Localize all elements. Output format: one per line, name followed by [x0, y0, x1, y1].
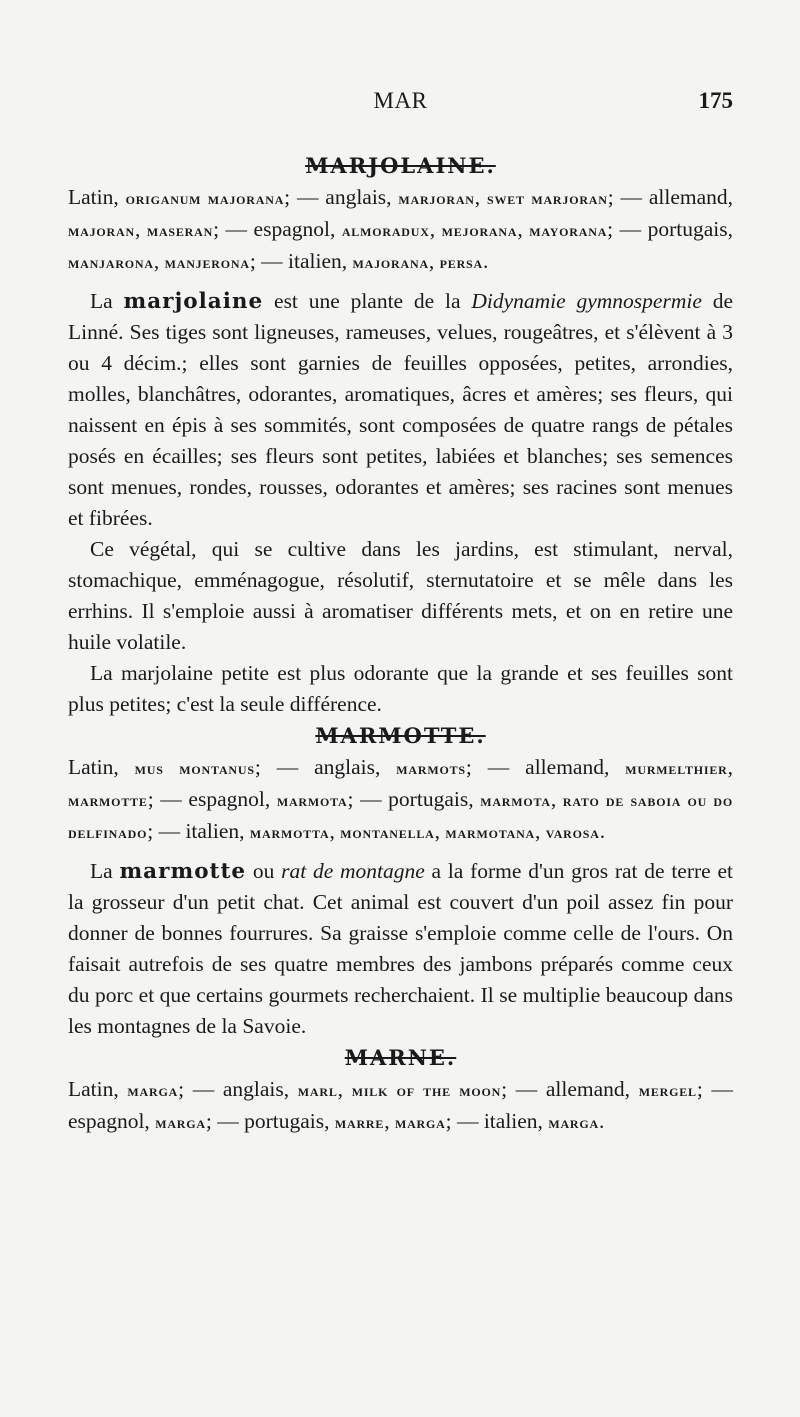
foreign-name: swet marjoran — [486, 189, 608, 208]
text-run: Ce végétal, qui se cultive dans les jardins, est stimulant, nerval, stomachique, emménagogue, résolutif, sternutatoire et se mêle dans les errhins. Il s'emploie aussi à aromatiser différents mets, et on en retire une huile volatile. — [68, 537, 733, 654]
foreign-name: marl — [297, 1081, 338, 1100]
entry-title: MARNE. — [344, 1045, 457, 1070]
text-run: , — [429, 217, 442, 241]
text-run: . — [599, 819, 606, 843]
text-run: ; — espagnol, — [213, 217, 342, 241]
text-run: Latin, — [68, 755, 135, 779]
text-run: ; — portugais, — [347, 787, 481, 811]
foreign-name: marga — [394, 1113, 446, 1132]
foreign-name: marmotta — [249, 823, 330, 842]
foreign-name: persa — [439, 253, 483, 272]
text-run: ou — [246, 859, 282, 883]
text-run: Latin, — [68, 1077, 128, 1101]
text-run: , — [329, 819, 341, 843]
text-run: ; — anglais, — [178, 1077, 298, 1101]
text-run: ; — anglais, — [284, 185, 399, 209]
text-run: ; — espagnol, — [68, 1077, 733, 1133]
text-run: , — [474, 185, 487, 209]
text-run: ; — italien, — [445, 1109, 549, 1133]
text-run: , — [434, 819, 446, 843]
text-run: La marjolaine petite est plus odorante que la grande et ses feuilles sont plus petites; c'est la seule différence. — [68, 661, 733, 716]
foreign-name: manjarona — [68, 253, 154, 272]
foreign-name: maseran — [146, 221, 214, 240]
translations-line — [68, 1074, 733, 1138]
text-run: . — [483, 249, 489, 273]
translations-line — [68, 752, 733, 848]
text-run: a la forme d'un gros rat de terre et la grosseur d'un petit chat. Cet animal est couvert d'un poil assez fin pour donner de bonnes fourrures. Sa graisse s'emploie comme celle de l'ours. On faisait autrefois de ses quatre membres des jambons préparés comme ceux du porc et que certains gourmets recherchaient. Il se multiplie beaucoup dans les montagnes de la Savoie. — [68, 859, 733, 1038]
foreign-name: manjerona — [164, 253, 250, 272]
text-run: , — [384, 1109, 395, 1133]
foreign-name: almoradux — [341, 221, 430, 240]
text-run: La — [90, 289, 124, 313]
foreign-name: mejorana — [441, 221, 518, 240]
entry-title: MARJOLAINE. — [305, 153, 496, 178]
text-run: , — [517, 217, 530, 241]
foreign-name: majoran — [68, 221, 135, 240]
running-head — [68, 88, 733, 118]
text-run: ; — portugais, — [607, 217, 734, 241]
text-run: ; — anglais, — [254, 755, 397, 779]
text-run: , — [337, 1077, 352, 1101]
foreign-name: origanum majorana — [125, 189, 285, 208]
foreign-name: marmota — [276, 791, 348, 810]
translations-line — [68, 182, 733, 278]
foreign-name: mergel — [638, 1081, 697, 1100]
foreign-name: varosa — [545, 823, 600, 842]
text-run: Latin, — [68, 185, 126, 209]
foreign-name: mus montanus — [134, 759, 255, 778]
italic-term: rat de montagne — [281, 859, 425, 883]
foreign-name: marga — [155, 1113, 206, 1132]
foreign-name: marmots — [396, 759, 466, 778]
paragraph — [68, 534, 733, 658]
text-run: , — [134, 217, 147, 241]
text-run: La — [90, 859, 120, 883]
paragraph — [68, 856, 733, 1042]
foreign-name: marre — [334, 1113, 385, 1132]
foreign-name: murmelthier — [625, 759, 728, 778]
text-run: ; — espagnol, — [147, 787, 277, 811]
headword-inline: marmotte — [119, 859, 247, 884]
paragraph — [68, 286, 733, 534]
text-run: ; — italien, — [147, 819, 250, 843]
text-run: , — [727, 755, 733, 779]
text-run: ; — allemand, — [607, 185, 734, 209]
foreign-name: marmota — [480, 791, 551, 810]
text-run: , — [550, 787, 563, 811]
spacer — [68, 1138, 733, 1146]
entry-title: MARMOTTE. — [315, 723, 486, 748]
text-run: . — [598, 1109, 605, 1133]
text-run: , — [153, 249, 165, 273]
foreign-name: rato de saboia ou do delfinado — [68, 791, 734, 842]
paragraph — [68, 658, 733, 720]
foreign-name: milk of the moon — [351, 1081, 502, 1100]
page-number: 175 — [698, 88, 733, 113]
text-run: , — [535, 819, 546, 843]
text-run: ; — italien, — [249, 249, 353, 273]
page-body — [68, 150, 733, 1146]
foreign-name: marga — [127, 1081, 179, 1100]
spacer — [68, 848, 733, 856]
foreign-name: marmotana — [445, 823, 536, 842]
foreign-name: marga — [548, 1113, 599, 1132]
text-run: ; — portugais, — [205, 1109, 335, 1133]
spacer — [68, 278, 733, 286]
foreign-name: marmotte — [68, 791, 148, 810]
headword-inline: marjolaine — [123, 289, 264, 314]
text-run: de Linné. Ses tiges sont ligneuses, rameuses, velues, rougeâtres, et s'élèvent à 3 ou 4 décim.; elles sont garnies de feuilles opposées, petites, arrondies, molles, blanchâtres, odorantes, aromatiques, âcres et amères; ses fleurs, qui naissent en épis à ses sommités, sont composées de quatre rangs de pétales posés en écailles; ses fleurs sont petites, labiées et blanches; ses semences sont menues, rondes, rousses, odorantes et amères; ses racines sont menues et fibrées. — [68, 289, 733, 530]
foreign-name: marjoran — [398, 189, 475, 208]
foreign-name: majorana — [352, 253, 429, 272]
running-title: MAR — [373, 88, 428, 113]
text-run: ; — allemand, — [465, 755, 626, 779]
foreign-name: montanella — [340, 823, 435, 842]
text-run: ; — allemand, — [501, 1077, 639, 1101]
text-run: , — [428, 249, 440, 273]
italic-term: Didynamie gymnospermie — [471, 289, 702, 313]
foreign-name: mayorana — [529, 221, 608, 240]
text-run: est une plante de la — [263, 289, 472, 313]
